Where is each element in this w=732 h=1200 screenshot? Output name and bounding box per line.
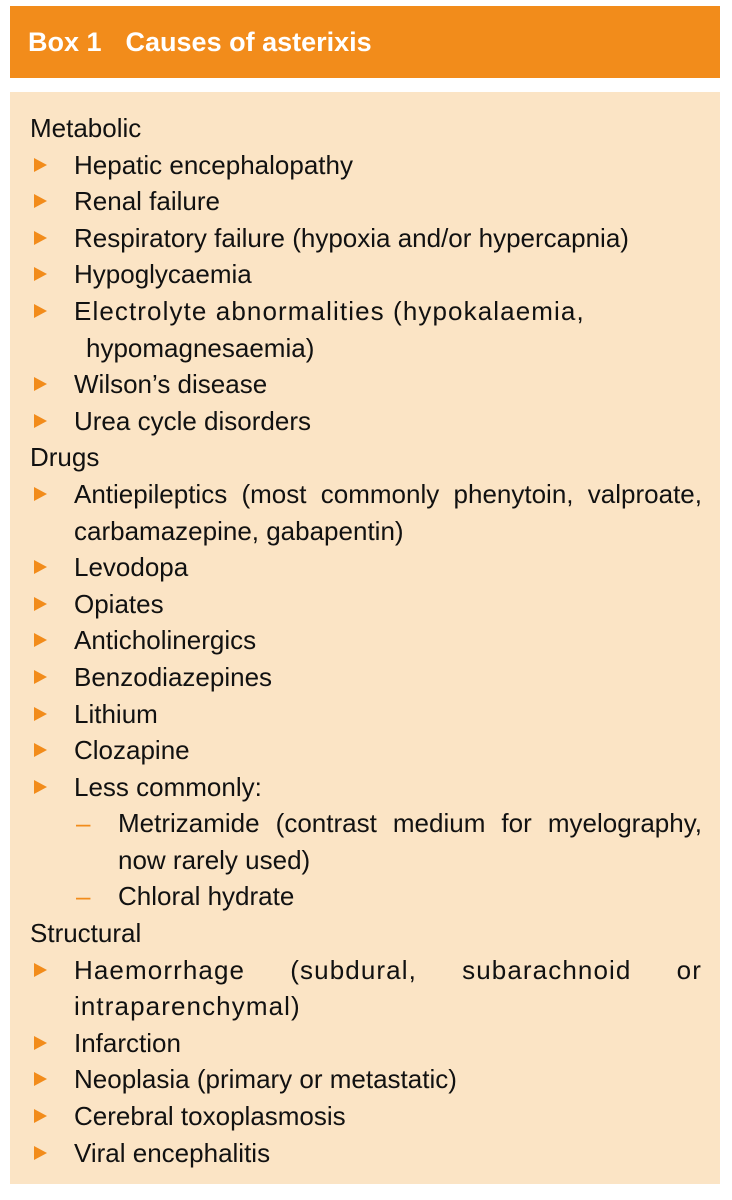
list-item: Hypoglycaemia: [28, 256, 702, 293]
triangle-bullet-icon: [34, 780, 47, 794]
triangle-bullet-icon: [34, 158, 47, 172]
triangle-bullet-icon: [34, 194, 47, 208]
section-heading-structural: Structural: [30, 918, 142, 949]
triangle-bullet-icon: [34, 1109, 47, 1123]
list-item: Renal failure: [28, 183, 702, 220]
triangle-bullet-icon: [34, 707, 47, 721]
box-body: [10, 92, 720, 1184]
triangle-bullet-icon: [34, 743, 47, 757]
list-item: Less commonly:: [28, 769, 702, 806]
list-item: Opiates: [28, 586, 702, 623]
triangle-bullet-icon: [34, 304, 47, 318]
section-heading-drugs: Drugs: [30, 442, 100, 473]
list-item: Antiepileptics (most commonly phenytoin, valproate, carbamazepine, gabapentin): [28, 476, 702, 549]
list-item: Wilson’s disease: [28, 366, 702, 403]
box-title: Causes of asterixis: [125, 26, 372, 57]
list-item: Lithium: [28, 696, 702, 733]
list-item: Benzodiazepines: [28, 659, 702, 696]
list-item: Infarction: [28, 1025, 702, 1062]
triangle-bullet-icon: [34, 633, 47, 647]
triangle-bullet-icon: [34, 560, 47, 574]
triangle-bullet-icon: [34, 1072, 47, 1086]
list-item: Viral encephalitis: [28, 1135, 702, 1172]
list-item-continuation: hypomagnesaemia): [86, 332, 315, 363]
dash-bullet-icon: –: [76, 808, 91, 839]
list-item: Anticholinergics: [28, 622, 702, 659]
triangle-bullet-icon: [34, 1036, 47, 1050]
list-item: Respiratory failure (hypoxia and/or hypercapnia): [28, 220, 702, 257]
triangle-bullet-icon: [34, 963, 47, 977]
list-item: Hepatic encephalopathy: [28, 147, 702, 184]
triangle-bullet-icon: [34, 414, 47, 428]
list-item: Electrolyte abnormalities (hypokalaemia,: [28, 293, 702, 330]
box-number: Box 1: [28, 26, 102, 57]
triangle-bullet-icon: [34, 231, 47, 245]
sub-list-item: – Chloral hydrate: [28, 878, 702, 915]
list-item: Urea cycle disorders: [28, 403, 702, 440]
section-heading-metabolic: Metabolic: [30, 113, 142, 143]
sub-list-item: – Metrizamide (contrast medium for myelography, now rarely used): [28, 805, 702, 878]
triangle-bullet-icon: [34, 267, 47, 281]
list-item: Neoplasia (primary or metastatic): [28, 1061, 702, 1098]
list-item: Clozapine: [28, 732, 702, 769]
triangle-bullet-icon: [34, 597, 47, 611]
list-item: Cerebral toxoplasmosis: [28, 1098, 702, 1135]
causes-box: [10, 6, 720, 1184]
triangle-bullet-icon: [34, 377, 47, 391]
triangle-bullet-icon: [34, 1146, 47, 1160]
list-item: Haemorrhage (subdural, subarachnoid or intraparenchymal): [28, 952, 702, 1025]
triangle-bullet-icon: [34, 487, 47, 501]
dash-bullet-icon: –: [76, 881, 91, 912]
list-item: Levodopa: [28, 549, 702, 586]
triangle-bullet-icon: [34, 670, 47, 684]
box-header: [10, 6, 720, 78]
